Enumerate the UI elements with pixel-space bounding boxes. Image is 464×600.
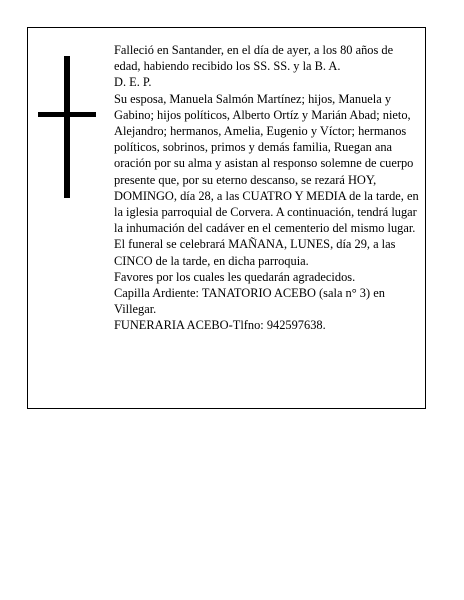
- cross-vertical-bar: [64, 56, 70, 198]
- rest-in-peace: D. E. P.: [114, 75, 152, 90]
- obituary-notice: [27, 27, 426, 409]
- cross-horizontal-bar: [38, 112, 96, 117]
- family-and-service-details: Su esposa, Manuela Salmón Martínez; hijos, Manuela y Gabino; hijos políticos, Alberto Ortíz y Marián Abad; nieto, Alejandro; hermanos, Amelia, Eugenio y Víctor; hermanos políticos, sobrinos, primos y demás familia, Ruegan ana oración por su alma y asistan al responso solemne de cuerpo presente que, por su eterno descanso, se rezará HOY, DOMINGO, día 28, a las CUATRO Y MEDIA de la tarde, en la iglesia parroquial de Corvera. A continuación, tendrá lugar la inhumación del cadáver en el cementerio del mismo lugar. El funeral se celebrará MAÑANA, LUNES, día 29, a las CINCO de la tarde, en dicha parroquia.: [114, 91, 419, 268]
- obituary-text: [114, 42, 422, 334]
- thanks-line: Favores por los cuales les quedarán agradecidos.: [114, 269, 356, 284]
- funeral-home-line: FUNERARIA ACEBO-Tlfno: 942597638.: [114, 318, 326, 333]
- chapel-line: Capilla Ardiente: TANATORIO ACEBO (sala n° 3) en Villegar.: [114, 286, 385, 317]
- latin-cross-icon: [38, 56, 96, 198]
- death-announcement: Falleció en Santander, en el día de ayer, a los 80 años de edad, habiendo recibido los SS. SS. y la B. A.: [114, 43, 394, 74]
